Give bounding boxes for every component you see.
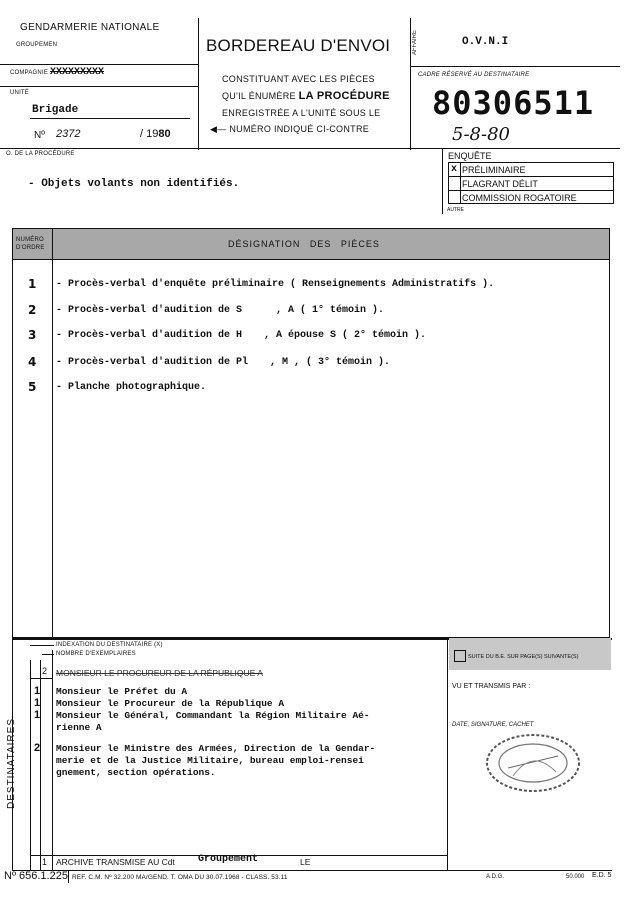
bordereau-line-1: CONSTITUANT AVEC LES PIÈCES <box>222 74 375 84</box>
registration-stamp-date: 5-8-80 <box>452 124 510 145</box>
table-row-text: - Procès-verbal d'audition de Pl <box>56 357 249 368</box>
dest-col-1 <box>30 660 31 870</box>
unite-line <box>0 86 198 87</box>
table-row-number: 4 <box>28 355 37 369</box>
date-signature-label: DATE, SIGNATURE, CACHET <box>452 722 534 728</box>
affaire-bottom-line <box>410 66 620 67</box>
affaire-label: AFFAIRE <box>412 30 418 56</box>
procedure-year <box>140 128 171 140</box>
table-row-number: 3 <box>28 328 37 342</box>
bordereau-line-4 <box>210 124 369 135</box>
autre-label: AUTRE <box>447 207 464 213</box>
bordereau-line-4-text: NUMÉRO INDIQUÉ CI-CONTRE <box>229 124 370 134</box>
bordereau-line-2a: QU'IL ÉNUMÈRE <box>222 91 296 101</box>
table-row-text: - Procès-verbal d'audition de S <box>56 305 243 316</box>
footer-adg: A.D.G. <box>486 874 505 880</box>
enquete-divider <box>442 148 443 214</box>
enquete-option-commission: COMMISSION ROGATOIRE <box>462 193 577 203</box>
indexation-leader <box>30 645 54 646</box>
dest-entry-num: 1 <box>34 685 41 697</box>
dest-entry-num: 1 <box>34 697 41 709</box>
official-seal-icon <box>478 728 588 798</box>
table-row <box>56 330 426 341</box>
year-prefix: / 19 <box>140 128 159 140</box>
dest-entry-num: 1 <box>34 709 41 721</box>
table-row <box>56 305 384 316</box>
archive-value: Groupement <box>198 854 259 865</box>
bordereau-title: BORDEREAU D'ENVOI <box>206 36 391 55</box>
enquete-check-column <box>460 162 461 204</box>
indexation-label: INDEXATION DU DESTINATAIRE (X) <box>56 642 163 648</box>
table-row-text: - Procès-verbal d'enquête préliminaire ( Renseignements Administratifs ). <box>56 279 495 290</box>
suite-checkbox[interactable] <box>454 650 466 662</box>
struck-entry: MONSIEUR LE PROCUREUR DE LA RÉPUBLIQUE A <box>56 668 263 678</box>
dest-entry-num: 2 <box>34 742 41 754</box>
groupement-label: GROUPEMEN <box>16 42 58 48</box>
table-row-text: - Procès-verbal d'audition de H <box>56 330 243 341</box>
enquete-option-flagrant: FLAGRANT DÉLIT <box>462 179 538 189</box>
form-code: Nº 656.1.225 <box>4 870 68 882</box>
cadre-reserve-label: CADRE RÉSERVÉ AU DESTINATAIRE <box>418 72 530 78</box>
table-row-text-rest: , A épouse S ( 2° témoin ). <box>264 330 427 341</box>
table-header-line <box>13 259 609 260</box>
destinataires-bottom-line <box>12 870 612 871</box>
vu-transmis-label: VU ET TRANSMIS PAR : <box>452 683 531 690</box>
compagnie-line <box>0 64 198 65</box>
numero-ordre-label: NUMÉRO D'ORDRE <box>16 237 45 251</box>
compagnie-label: COMPAGNIE <box>10 70 49 76</box>
objet-text: - Objets volants non identifiés. <box>28 178 240 190</box>
header-bottom-line <box>0 148 620 149</box>
footer-reference: REF. C.M. Nº 32.200 MA/GEND. T. OMA DU 30.07.1968 - CLASS. 53.11 <box>72 874 288 881</box>
enquete-row-sep-1 <box>448 176 614 177</box>
table-row-number: 5 <box>28 380 37 394</box>
affaire-value: O.V.N.I <box>462 36 509 48</box>
dest-entry: Monsieur le Général, Commandant la Région Militaire Aé- <box>56 710 370 721</box>
year-value: 80 <box>158 128 171 140</box>
table-column-separator <box>52 229 53 637</box>
table-row-text-rest: , A ( 1° témoin ). <box>276 305 385 316</box>
designation-pieces-label: DÉSIGNATION DES PIÈCES <box>228 239 380 249</box>
dest-entry-cont: gnement, section opérations. <box>56 767 216 778</box>
table-row-number: 1 <box>28 277 37 291</box>
footer-divider <box>68 871 69 883</box>
header-left-divider <box>198 18 199 150</box>
header-right-divider <box>410 18 411 150</box>
enquete-label: ENQUÊTE <box>448 151 492 161</box>
bordereau-line-3: ENREGISTRÉE A L'UNITÉ SOUS LE <box>222 108 381 118</box>
procedure-number-label: Nº <box>34 130 45 141</box>
archive-label: ARCHIVE TRANSMISE AU Cdt <box>56 857 175 867</box>
nombre-exemplaires-label: NOMBRE D'EXEMPLAIRES <box>56 651 136 657</box>
enquete-option-preliminaire: PRÉLIMINAIRE <box>462 165 526 175</box>
table-row <box>56 279 494 290</box>
destinataires-vertical-label: DESTINATAIRES <box>6 718 17 809</box>
table-row-text-rest: , M , ( 3° témoin ). <box>270 357 391 368</box>
nature-procedure-label: O. DE LA PROCÉDURE <box>6 151 75 157</box>
struck-entry-num: 2 <box>42 666 48 676</box>
enquete-row-sep-2 <box>448 190 614 191</box>
dest-entry: Monsieur le Procureur de la République A <box>56 698 285 709</box>
procedure-number-value: 2372 <box>56 128 81 140</box>
compagnie-value: XXXXXXXXX <box>50 67 105 78</box>
suite-label: SUITE DU B.E. SUR PAGE(S) SUIVANTE(S) <box>468 654 579 660</box>
enquete-checked-mark: x <box>451 164 458 175</box>
table-row <box>56 357 390 368</box>
archive-le-label: LE <box>300 857 311 867</box>
nombre-leader <box>42 654 54 655</box>
unite-value: Brigade <box>32 104 79 116</box>
arrow-left-icon: ◀— <box>210 124 227 134</box>
footer-tirage: 50.000 <box>566 874 585 880</box>
table-row <box>56 382 206 393</box>
institution-title: GENDARMERIE NATIONALE <box>20 22 160 33</box>
table-row-number: 2 <box>28 303 37 317</box>
dest-entry: Monsieur le Ministre des Armées, Direction de la Gendar- <box>56 743 376 754</box>
dest-col-2 <box>40 660 41 870</box>
unite-label: UNITÉ <box>10 90 29 96</box>
procedure-word: LA PROCÉDURE <box>298 90 390 102</box>
table-row-text: - Planche photographique. <box>56 382 207 393</box>
bordereau-line-2 <box>222 90 390 102</box>
archive-num: 1 <box>42 857 48 867</box>
unite-underline <box>30 118 190 119</box>
footer-edition: E.D. 5 <box>592 872 612 879</box>
registration-stamp-number: 80306511 <box>432 84 595 122</box>
dest-col-3 <box>52 650 53 870</box>
dest-entry-cont: merie et de la Justice Militaire, bureau emploi-rensei <box>56 755 364 766</box>
dest-entry: Monsieur le Préfet du A <box>56 686 188 697</box>
dest-entry-cont: rienne A <box>56 722 102 733</box>
dest-header-line <box>30 678 52 679</box>
